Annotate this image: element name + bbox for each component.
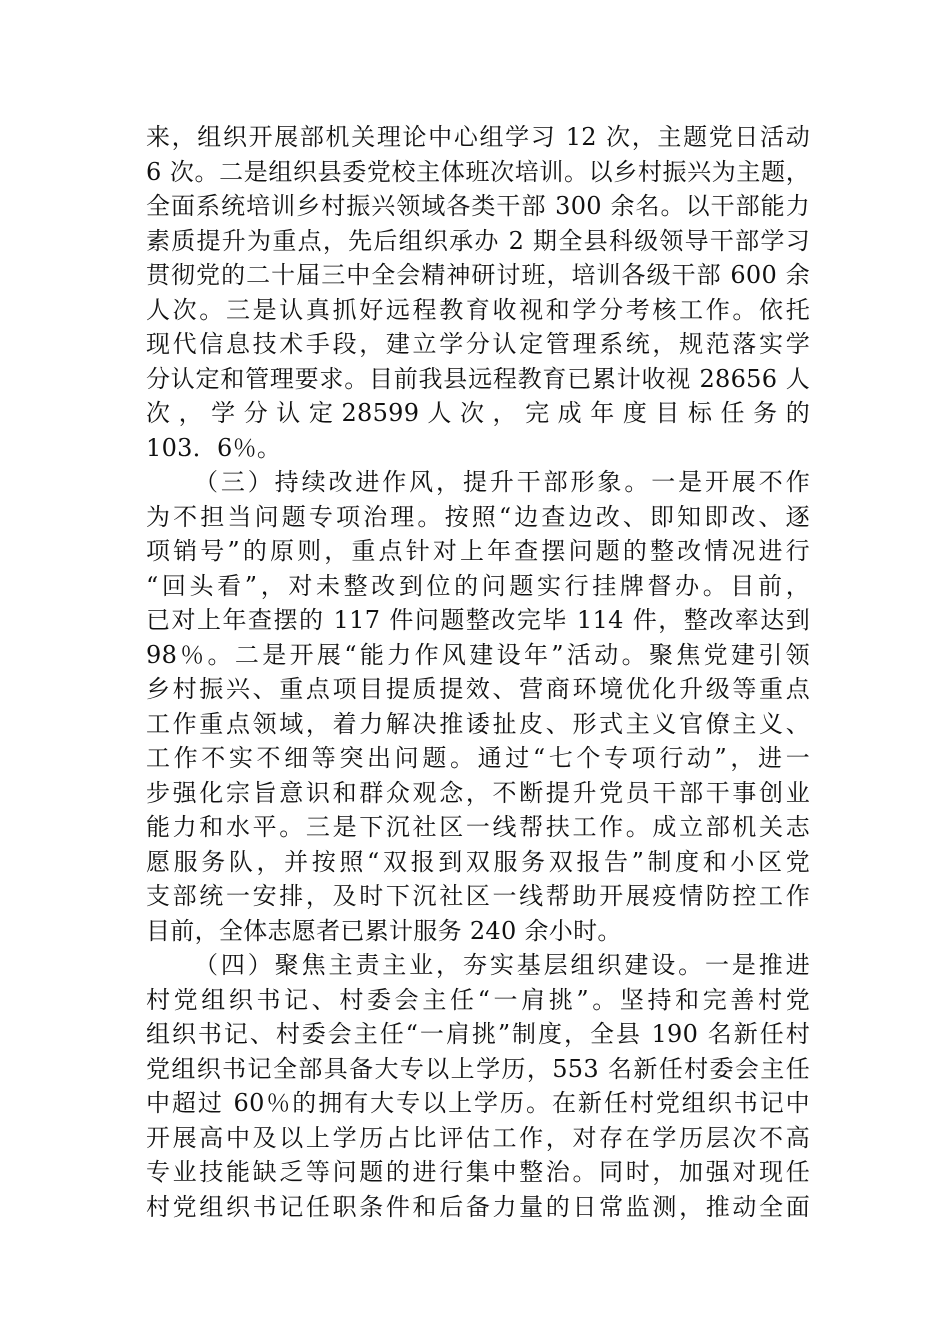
text-line: 现代信息技术手段，建立学分认定管理系统，规范落实学 <box>146 330 810 358</box>
paragraph-first-line: （三）持续改进作风，提升干部形象。一是开展不作 <box>194 468 810 496</box>
text-line: 目前，全体志愿者已累计服务 240 余小时。 <box>146 916 622 945</box>
text-line: 工作不实不细等突出问题。通过“七个专项行动”，进一 <box>146 744 810 772</box>
text-line: 党组织书记全部具备大专以上学历，553 名新任村委会主任 <box>146 1054 810 1083</box>
text-line: “回头看”，对未整改到位的问题实行挂牌督办。目前， <box>146 571 810 600</box>
text-line: 中超过 60％的拥有大专以上学历。在新任村党组织书记中 <box>146 1089 810 1117</box>
text-line: 支部统一安排，及时下沉社区一线帮助开展疫情防控工作 <box>146 882 810 910</box>
text-line: 工作重点领域，着力解决推诿扯皮、形式主义官僚主义、 <box>146 709 810 738</box>
text-line: 已对上年查摆的 117 件问题整改完毕 114 件，整改率达到 <box>146 606 810 634</box>
text-line: 组织书记、村委会主任“一肩挑”制度，全县 190 名新任村 <box>146 1020 810 1048</box>
text-line: 来，组织开展部机关理论中心组学习 12 次，主题党日活动 <box>146 123 810 151</box>
text-line: 能力和水平。三是下沉社区一线帮扶工作。成立部机关志 <box>146 813 810 841</box>
text-line: 开展高中及以上学历占比评估工作，对存在学历层次不高 <box>146 1123 810 1152</box>
paragraph-first-line: （四）聚焦主责主业，夯实基层组织建设。一是推进 <box>194 951 810 979</box>
text-line: 贯彻党的二十届三中全会精神研讨班，培训各级干部 600 余 <box>146 261 810 289</box>
text-line: 项销号”的原则，重点针对上年查摆问题的整改情况进行 <box>146 537 810 565</box>
text-line: 次 ， 学 分 认 定 28599 人 次 ， 完 成 年 度 目 标 任 务 的 <box>146 399 810 427</box>
document-body <box>146 120 810 1224</box>
text-line: 步强化宗旨意识和群众观念，不断提升党员干部干事创业 <box>146 778 810 807</box>
text-line: 分认定和管理要求。目前我县远程教育已累计收视 28656 人 <box>146 364 810 393</box>
text-line: 素质提升为重点，先后组织承办 2 期全县科级领导干部学习 <box>146 226 810 255</box>
text-line: 为不担当问题专项治理。按照“边查边改、即知即改、逐 <box>146 502 810 531</box>
text-line: 全面系统培训乡村振兴领域各类干部 300 余名。以干部能力 <box>146 192 810 220</box>
text-line: 愿服务队，并按照“双报到双服务双报告”制度和小区党 <box>146 847 810 876</box>
text-line: 村党组织书记、村委会主任“一肩挑”。坚持和完善村党 <box>146 985 810 1014</box>
text-line: 6 次。二是组织县委党校主体班次培训。以乡村振兴为主题， <box>146 157 810 186</box>
text-line: 专业技能缺乏等问题的进行集中整治。同时，加强对现任 <box>146 1158 810 1186</box>
text-line: 103．6％。 <box>146 433 282 462</box>
text-line: 村党组织书记任职条件和后备力量的日常监测，推动全面 <box>146 1192 810 1221</box>
text-line: 乡村振兴、重点项目提质提效、营商环境优化升级等重点 <box>146 675 810 703</box>
text-line: 98％。二是开展“能力作风建设年”活动。聚焦党建引领 <box>146 640 810 669</box>
text-line: 人次。三是认真抓好远程教育收视和学分考核工作。依托 <box>146 295 810 324</box>
